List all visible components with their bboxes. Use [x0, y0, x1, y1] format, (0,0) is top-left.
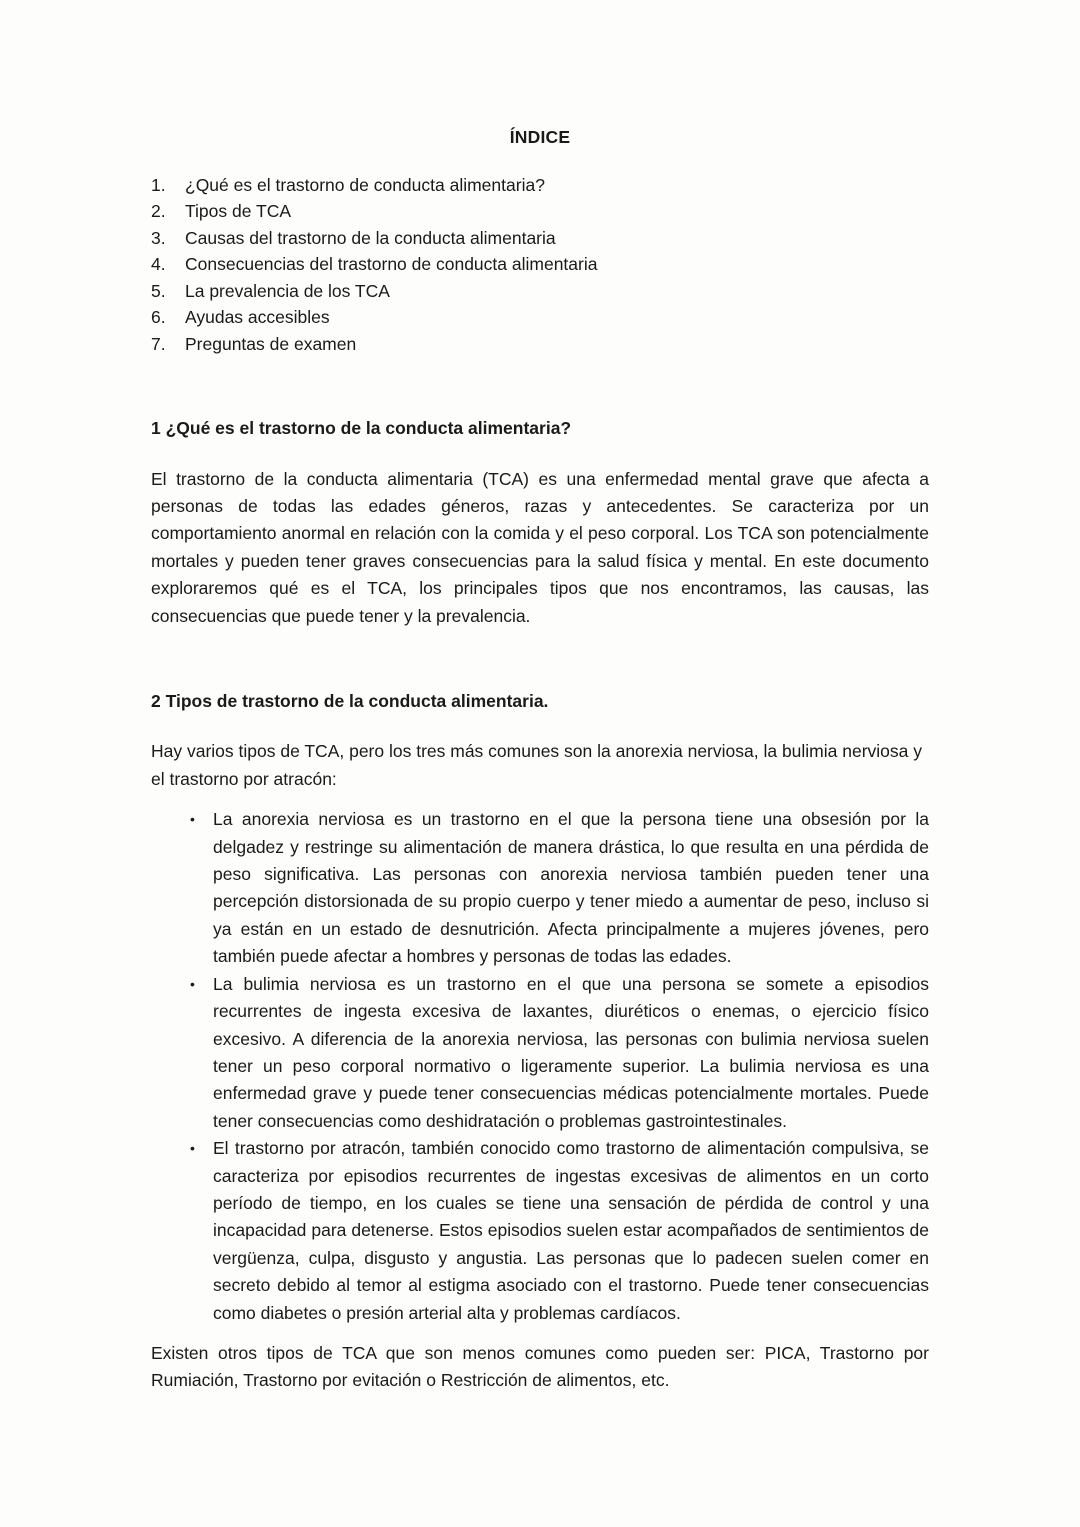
list-item — [151, 971, 929, 1135]
list-item — [151, 331, 929, 358]
spacer — [151, 357, 929, 415]
list-item-text: La bulimia nerviosa es un trastorno en el que una persona se somete a episodios recurrentes de ingesta excesiva de laxantes, diuréticos o enemas, o ejercicio físico excesivo. A diferencia de la anorexia nerviosa, las personas con bulimia nerviosa suelen tener un peso corporal normativo o ligeramente superior. La bulimia nerviosa es una enfermedad grave y puede tener consecuencias médicas potencialmente mortales. Puede tener consecuencias como deshidratación o problemas gastrointestinales. — [213, 973, 929, 1131]
bullet-icon: • — [190, 811, 195, 828]
spacer — [151, 630, 929, 688]
section-2-intro-paragraph: Hay varios tipos de TCA, pero los tres más comunes son la anorexia nerviosa, la bulimia nerviosa y el trastorno por atracón: — [151, 741, 922, 789]
section-2-closing-paragraph: Existen otros tipos de TCA que son menos comunes como pueden ser: PICA, Trastorno por Rumiación, Trastorno por evitación o Restricción de alimentos, etc. — [151, 1342, 929, 1391]
page-title: ÍNDICE — [509, 127, 571, 147]
list-item-text: La anorexia nerviosa es un trastorno en el que la persona tiene una obsesión por la delgadez y restringe su alimentación de manera drástica, lo que resulta en una pérdida de peso significativa. Las personas con anorexia nerviosa también pueden tener una percepción distorsionada de su propio cuerpo y tener miedo a aumentar de peso, incluso si ya están en un estado de desnutrición. Afecta principalmente a mujeres jóvenes, pero también puede afectar a hombres y personas de todas las edades. — [213, 809, 929, 967]
toc-item-number: 1. — [151, 174, 166, 195]
tca-types-list — [151, 806, 929, 1327]
section-1-heading: 1 ¿Qué es el trastorno de la conducta alimentaria? — [151, 418, 572, 438]
list-item — [151, 304, 929, 331]
list-item — [151, 172, 929, 199]
bullet-icon: • — [190, 975, 195, 992]
bullet-icon: • — [190, 1140, 195, 1157]
toc-item-label: Preguntas de examen — [185, 333, 357, 354]
spacer — [151, 442, 929, 466]
toc-item-number: 2. — [151, 201, 166, 221]
toc-item-number: 4. — [151, 254, 166, 274]
list-item — [151, 198, 929, 225]
toc-item-number: 5. — [151, 280, 166, 301]
toc-item-number: 7. — [151, 333, 166, 354]
table-of-contents — [151, 172, 929, 358]
list-item — [151, 278, 929, 305]
spacer — [151, 1327, 929, 1340]
toc-item-number: 3. — [151, 227, 166, 248]
toc-item-label: Ayudas accesibles — [185, 307, 330, 327]
toc-item-label: ¿Qué es el trastorno de conducta alimentaria? — [185, 174, 545, 195]
section-2-heading: 2 Tipos de trastorno de la conducta alimentaria. — [151, 690, 549, 711]
list-item — [151, 251, 929, 278]
toc-item-number: 6. — [151, 307, 166, 327]
list-item — [151, 225, 929, 252]
toc-item-label: Causas del trastorno de la conducta alimentaria — [185, 227, 556, 248]
toc-item-label: La prevalencia de los TCA — [185, 280, 390, 301]
toc-item-label: Tipos de TCA — [185, 201, 292, 221]
list-item — [151, 1135, 929, 1327]
spacer — [151, 793, 929, 806]
list-item — [151, 806, 929, 970]
spacer — [151, 714, 929, 738]
section-1-paragraph: El trastorno de la conducta alimentaria (TCA) es una enfermedad mental grave que afecta a personas de todas las edades géneros, razas y antecedentes. Se caracteriza por un comportamiento anormal en relación con la comida y el peso corporal. Los TCA son potencialmente mortales y pueden tener graves consecuencias para la salud física y mental. En este documento exploraremos qué es el TCA, los principales tipos que nos encontramos, las causas, las consecuencias que puede tener y la prevalencia. — [151, 468, 929, 626]
list-item-text: El trastorno por atracón, también conocido como trastorno de alimentación compulsiva, se caracteriza por episodios recurrentes de ingestas excesivas de alimentos en un corto período de tiempo, en los cuales se tiene una sensación de pérdida de control y una incapacidad para detenerse. Estos episodios suelen estar acompañados de sentimientos de vergüenza, culpa, disgusto y angustia. Las personas que lo padecen suelen comer en secreto debido al temor al estigma asociado con el trastorno. Puede tener consecuencias como diabetes o presión arterial alta y problemas cardíacos. — [213, 1138, 929, 1323]
toc-item-label: Consecuencias del trastorno de conducta alimentaria — [185, 254, 598, 274]
